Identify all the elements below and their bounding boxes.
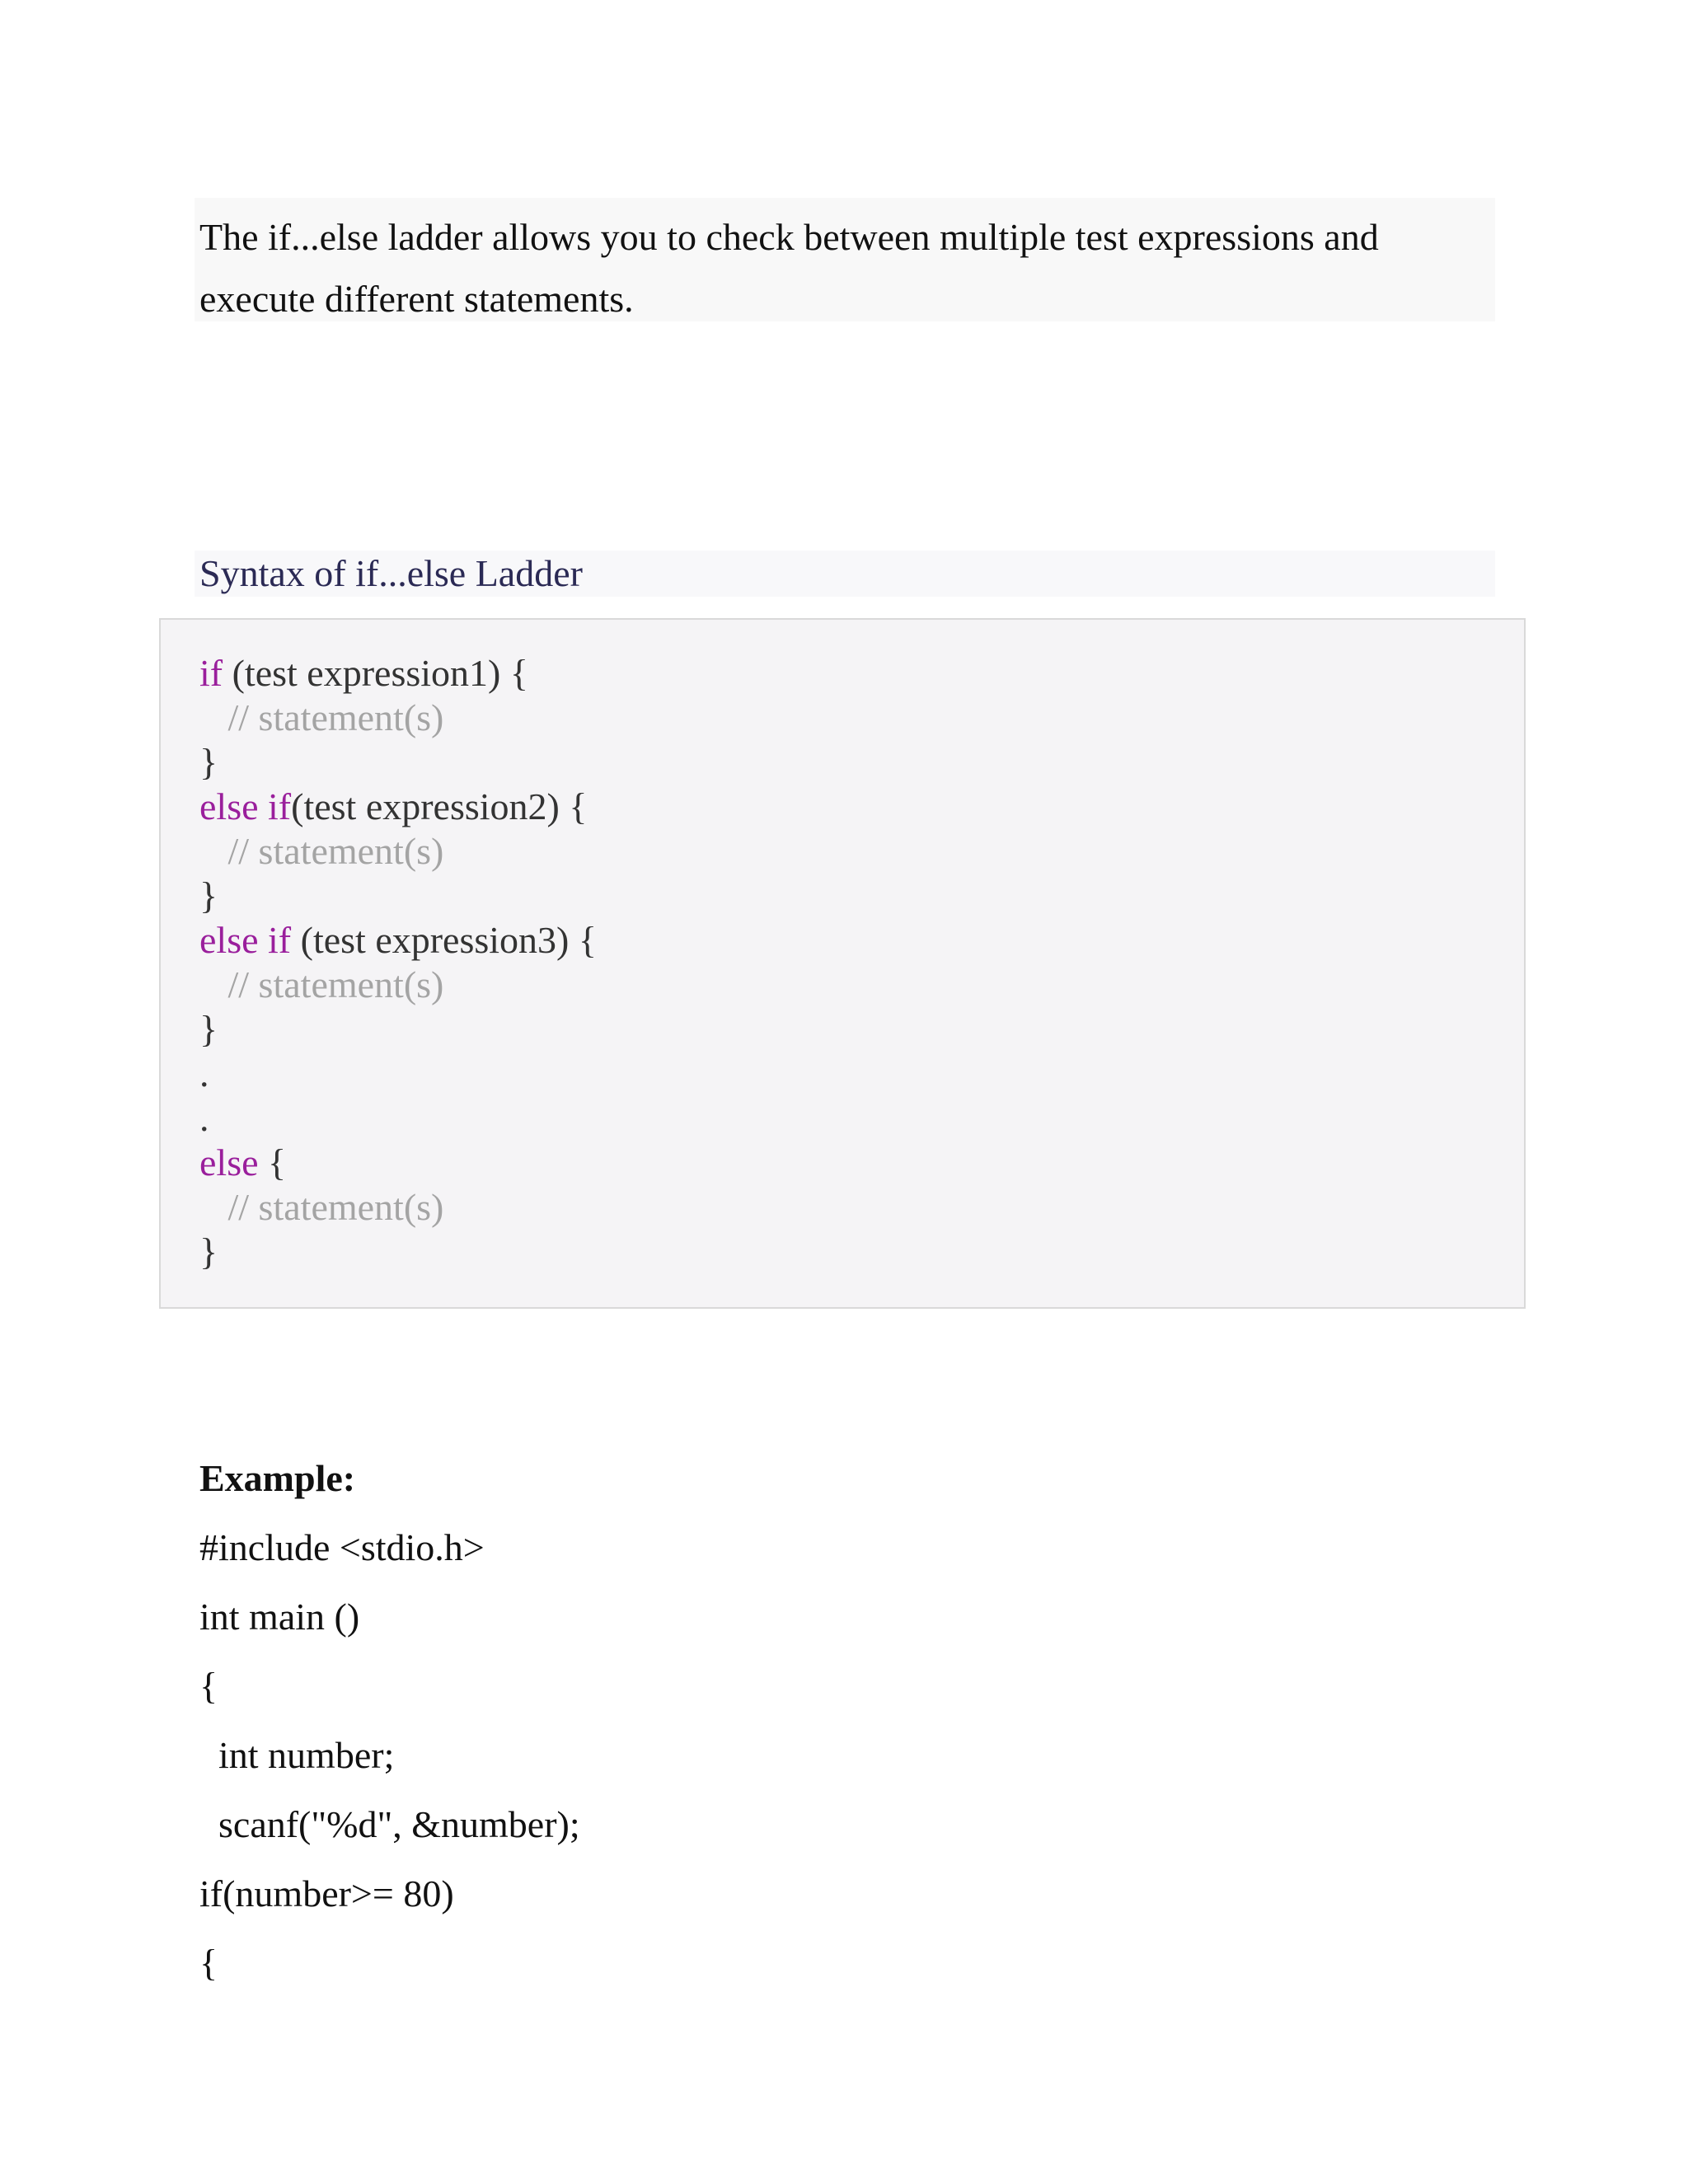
code-comment: // statement(s) [199,830,444,872]
code-text: { [258,1141,287,1183]
example-code-line: { [199,1665,218,1707]
intro-line-2: execute different statements. [199,278,634,320]
code-comment: // statement(s) [199,1186,444,1228]
intro-line-1: The if...else ladder allows you to check between multiple test expressions and [199,216,1379,258]
example-title: Example: [199,1457,356,1499]
code-text: (test expression3) { [291,919,597,961]
example-code-line: #include <stdio.h> [199,1526,485,1568]
example-code-line: int main () [199,1596,360,1638]
code-line [199,1052,1524,1096]
code-keyword: if [199,652,223,694]
code-text: (test expression1) { [223,652,528,694]
code-text: } [199,741,218,783]
code-keyword: else if [199,919,292,961]
example-code-line: int number; [199,1734,395,1776]
syntax-code-block [159,618,1526,1309]
code-line [199,785,1524,829]
code-line [199,696,1524,740]
code-line [199,1185,1524,1230]
intro-paragraph [195,198,1495,321]
code-line [199,1230,1524,1274]
example-section [199,1444,1485,1998]
example-code-line: if(number>= 80) [199,1872,454,1915]
code-line [199,918,1524,963]
example-code-line: { [199,1942,218,1984]
code-text: } [199,1230,218,1272]
code-line [199,1141,1524,1185]
code-keyword: else if [199,785,292,827]
code-line [199,740,1524,785]
example-code-line: scanf("%d", &number); [199,1803,580,1845]
code-keyword: else [199,1141,259,1183]
code-text: . [199,1097,209,1139]
code-text: (test expression2) { [291,785,588,827]
code-line [199,1007,1524,1052]
code-line [199,1096,1524,1141]
code-line [199,829,1524,874]
code-text: } [199,874,218,916]
code-line [199,651,1524,696]
code-line [199,963,1524,1007]
code-comment: // statement(s) [199,963,444,1005]
code-text: . [199,1052,209,1094]
code-line [199,874,1524,918]
syntax-heading: Syntax of if...else Ladder [195,551,1495,597]
code-comment: // statement(s) [199,696,444,738]
code-text: } [199,1008,218,1050]
